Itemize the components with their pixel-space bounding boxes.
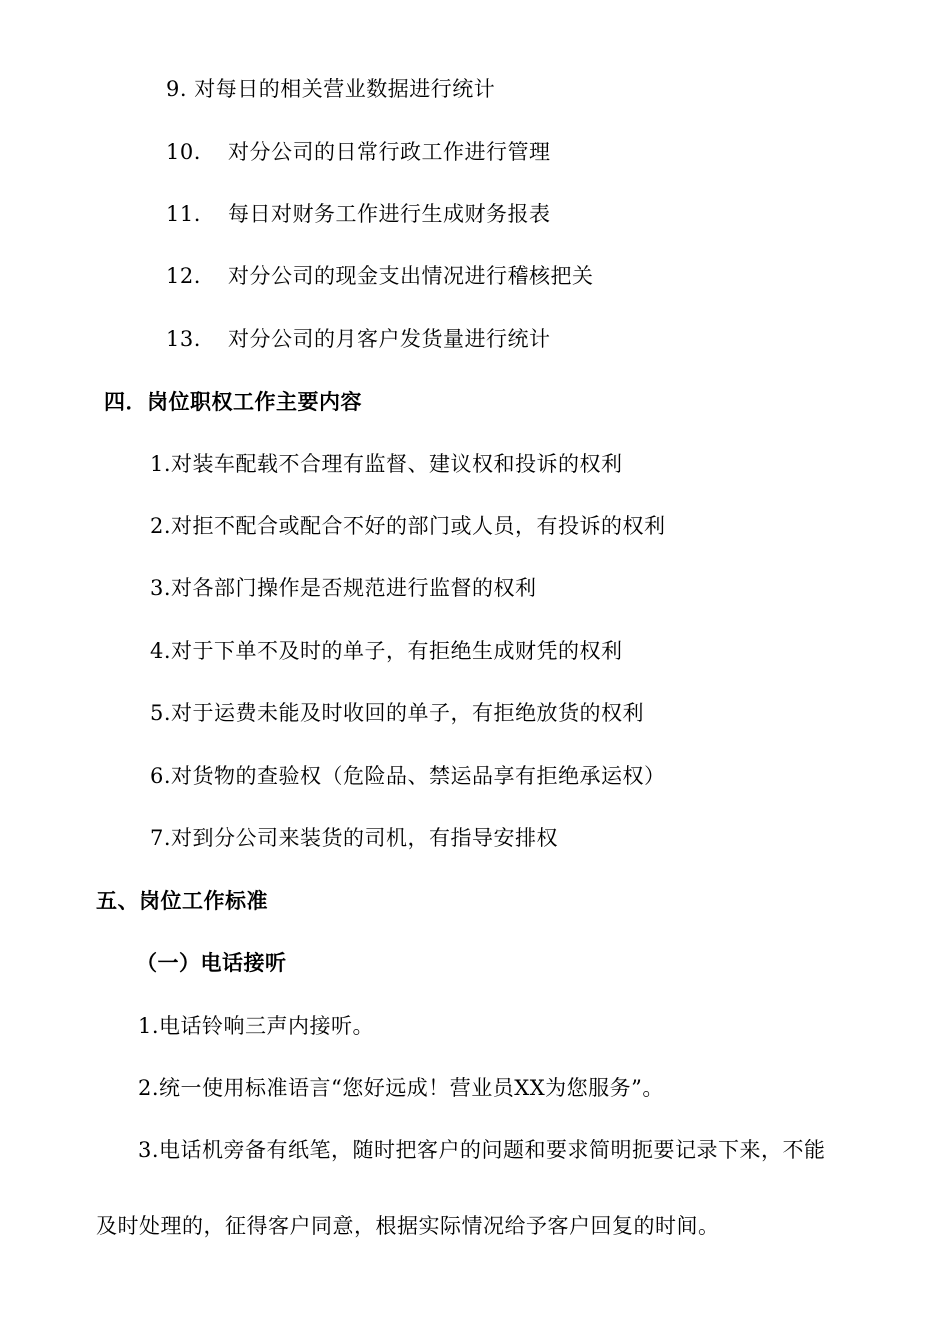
item-number: 13. xyxy=(166,327,201,351)
list-item xyxy=(138,1012,374,1040)
item-number: 3. xyxy=(138,1138,160,1162)
item-text: 对分公司的现金支出情况进行稽核把关 xyxy=(228,264,594,288)
item-number: 7. xyxy=(150,826,172,850)
list-item xyxy=(166,138,551,166)
list-item xyxy=(150,699,644,727)
item-number: 6. xyxy=(150,764,172,788)
item-number: 5. xyxy=(150,701,172,725)
item-text: 对每日的相关营业数据进行统计 xyxy=(194,77,496,101)
list-item xyxy=(166,325,551,353)
item-number: 10. xyxy=(166,140,201,164)
list-item xyxy=(138,1074,664,1102)
item-text: 电话铃响三声内接听。 xyxy=(159,1014,375,1038)
item-number: 1. xyxy=(150,452,172,476)
item-number: 3. xyxy=(150,576,172,600)
item-text: 电话机旁备有纸笔，随时把客户的问题和要求简明扼要记录下来，不能 xyxy=(159,1138,826,1162)
item-number: 12. xyxy=(166,264,201,288)
list-item xyxy=(150,450,623,478)
list-item xyxy=(150,637,623,665)
item-number: 4. xyxy=(150,639,172,663)
list-item xyxy=(150,824,558,852)
item-text: 对分公司的日常行政工作进行管理 xyxy=(228,140,551,164)
list-item xyxy=(166,75,495,103)
item-number: 11. xyxy=(166,202,201,226)
list-item xyxy=(150,574,537,602)
item-number: 9. xyxy=(166,77,188,101)
item-text: 对分公司的月客户发货量进行统计 xyxy=(228,327,551,351)
item-text: 对各部门操作是否规范进行监督的权利 xyxy=(171,576,537,600)
section-heading: 四．岗位职权工作主要内容 xyxy=(104,389,362,414)
list-item xyxy=(166,262,594,290)
list-item xyxy=(150,762,666,790)
item-text: 对于运费未能及时收回的单子，有拒绝放货的权利 xyxy=(171,701,645,725)
item-text: 对拒不配合或配合不好的部门或人员，有投诉的权利 xyxy=(171,514,666,538)
item-text: 每日对财务工作进行生成财务报表 xyxy=(228,202,551,226)
item-number: 2. xyxy=(150,514,172,538)
item-number: 1. xyxy=(138,1014,160,1038)
item-text: 对装车配载不合理有监督、建议权和投诉的权利 xyxy=(171,452,623,476)
subsection-heading: （一）电话接听 xyxy=(136,950,287,975)
list-item xyxy=(150,512,666,540)
item-number: 2. xyxy=(138,1076,160,1100)
list-item xyxy=(166,200,551,228)
item-text: 统一使用标准语言“您好远成！营业员XX为您服务”。 xyxy=(159,1076,664,1100)
item-text: 对于下单不及时的单子，有拒绝生成财凭的权利 xyxy=(171,639,623,663)
item-text: 对到分公司来装货的司机，有指导安排权 xyxy=(171,826,559,850)
paragraph-continuation: 及时处理的，征得客户同意，根据实际情况给予客户回复的时间。 xyxy=(96,1214,720,1238)
item-text: 对货物的查验权（危险品、禁运品享有拒绝承运权） xyxy=(171,764,666,788)
list-item xyxy=(138,1136,826,1164)
section-heading: 五、岗位工作标准 xyxy=(96,888,268,913)
